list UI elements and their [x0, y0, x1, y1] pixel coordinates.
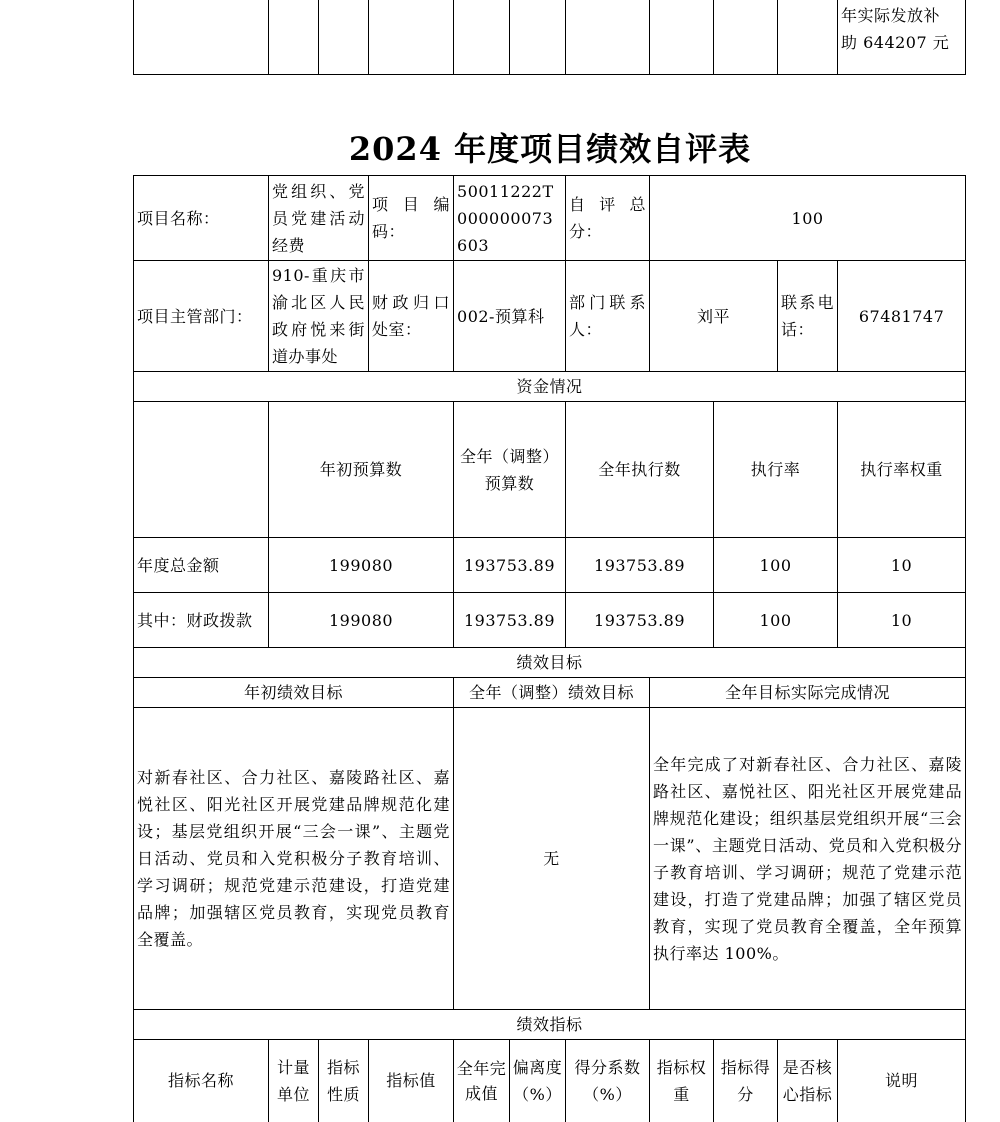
prev-cell [319, 0, 369, 74]
finance-office-value: 002-预算科 [454, 261, 566, 372]
funds-header: 全年执行数 [566, 402, 714, 538]
indicator-header: 指标性质 [319, 1040, 369, 1122]
funds-cell: 100 [714, 593, 838, 648]
prev-cell [369, 0, 454, 74]
indicator-header: 说明 [838, 1040, 966, 1122]
indicator-header: 得分系数（%） [566, 1040, 650, 1122]
funds-cell: 193753.89 [566, 538, 714, 593]
prev-last-cell [838, 0, 966, 74]
goals-actual-text: 全年完成了对新春社区、合力社区、嘉陵路社区、嘉悦社区、阳光社区开展党建品牌规范化建设；组织基层党组织开展“三会一课”、主题党日活动、党员和入党积极分子教育培训、学习调研；规范了党建示范建设，打造了党建品牌；加强了辖区党员教育，实现了党员教育全覆盖，全年预算执行率达 100%。 [650, 708, 966, 1010]
goals-header-adjusted: 全年（调整）绩效目标 [454, 678, 650, 708]
indicator-header: 指标得分 [714, 1040, 778, 1122]
previous-table-fragment [133, 0, 966, 75]
indicators-section-title: 绩效指标 [134, 1010, 966, 1040]
goals-adjusted-text: 无 [454, 708, 650, 1010]
funds-cell: 193753.89 [454, 593, 566, 648]
prev-cell [134, 0, 269, 74]
project-code-value: 50011222T000000073603 [454, 176, 566, 261]
prev-last-line1: 年实际发放补 [841, 6, 941, 25]
prev-cell [714, 0, 778, 74]
funds-row-label: 其中：财政拨款 [134, 593, 269, 648]
phone-value: 67481747 [838, 261, 966, 372]
phone-label: 联系电话： [778, 261, 838, 372]
funds-section-title: 资金情况 [134, 372, 966, 402]
dept-label: 项目主管部门： [134, 261, 269, 372]
funds-header: 全年（调整）预算数 [454, 402, 566, 538]
funds-cell: 10 [838, 593, 966, 648]
prev-cell [510, 0, 566, 74]
finance-office-label: 财政归口处室： [369, 261, 454, 372]
funds-cell: 10 [838, 538, 966, 593]
indicator-header: 全年完成值 [454, 1040, 510, 1122]
funds-cell: 199080 [269, 538, 454, 593]
prev-cell [454, 0, 510, 74]
prev-cell [269, 0, 319, 74]
funds-row-label: 年度总金额 [134, 538, 269, 593]
funds-header: 执行率 [714, 402, 838, 538]
project-name-label: 项目名称： [134, 176, 269, 261]
funds-cell: 193753.89 [566, 593, 714, 648]
indicator-header: 计量单位 [269, 1040, 319, 1122]
prev-cell [650, 0, 714, 74]
funds-cell: 100 [714, 538, 838, 593]
contact-value: 刘平 [650, 261, 778, 372]
goals-header-initial: 年初绩效目标 [134, 678, 454, 708]
prev-cell [778, 0, 838, 74]
project-code-label: 项目编码： [369, 176, 454, 261]
self-score-value: 100 [650, 176, 966, 261]
dept-value: 910-重庆市渝北区人民政府悦来街道办事处 [269, 261, 369, 372]
self-score-label: 自评总分： [566, 176, 650, 261]
performance-table [133, 175, 966, 1122]
indicator-header: 指标值 [369, 1040, 454, 1122]
funds-header: 年初预算数 [269, 402, 454, 538]
goals-initial-text: 对新春社区、合力社区、嘉陵路社区、嘉悦社区、阳光社区开展党建品牌规范化建设；基层党组织开展“三会一课”、主题党日活动、党员和入党积极分子教育培训、学习调研；规范党建示范建设，打造党建品牌；加强辖区党员教育，实现党员教育全覆盖。 [134, 708, 454, 1010]
contact-label: 部门联系人： [566, 261, 650, 372]
funds-cell: 199080 [269, 593, 454, 648]
funds-header-blank [134, 402, 269, 538]
funds-cell: 193753.89 [454, 538, 566, 593]
indicator-header: 指标名称 [134, 1040, 269, 1122]
goals-header-actual: 全年目标实际完成情况 [650, 678, 966, 708]
prev-cell [566, 0, 650, 74]
indicator-header: 是否核心指标 [778, 1040, 838, 1122]
goals-section-title: 绩效目标 [134, 648, 966, 678]
indicator-header: 偏离度（%） [510, 1040, 566, 1122]
project-name-value: 党组织、党员党建活动经费 [269, 176, 369, 261]
prev-last-line2: 助 644207 元 [841, 33, 950, 52]
funds-header: 执行率权重 [838, 402, 966, 538]
indicator-header: 指标权重 [650, 1040, 714, 1122]
page-title: 2024 年度项目绩效自评表 [348, 130, 752, 168]
